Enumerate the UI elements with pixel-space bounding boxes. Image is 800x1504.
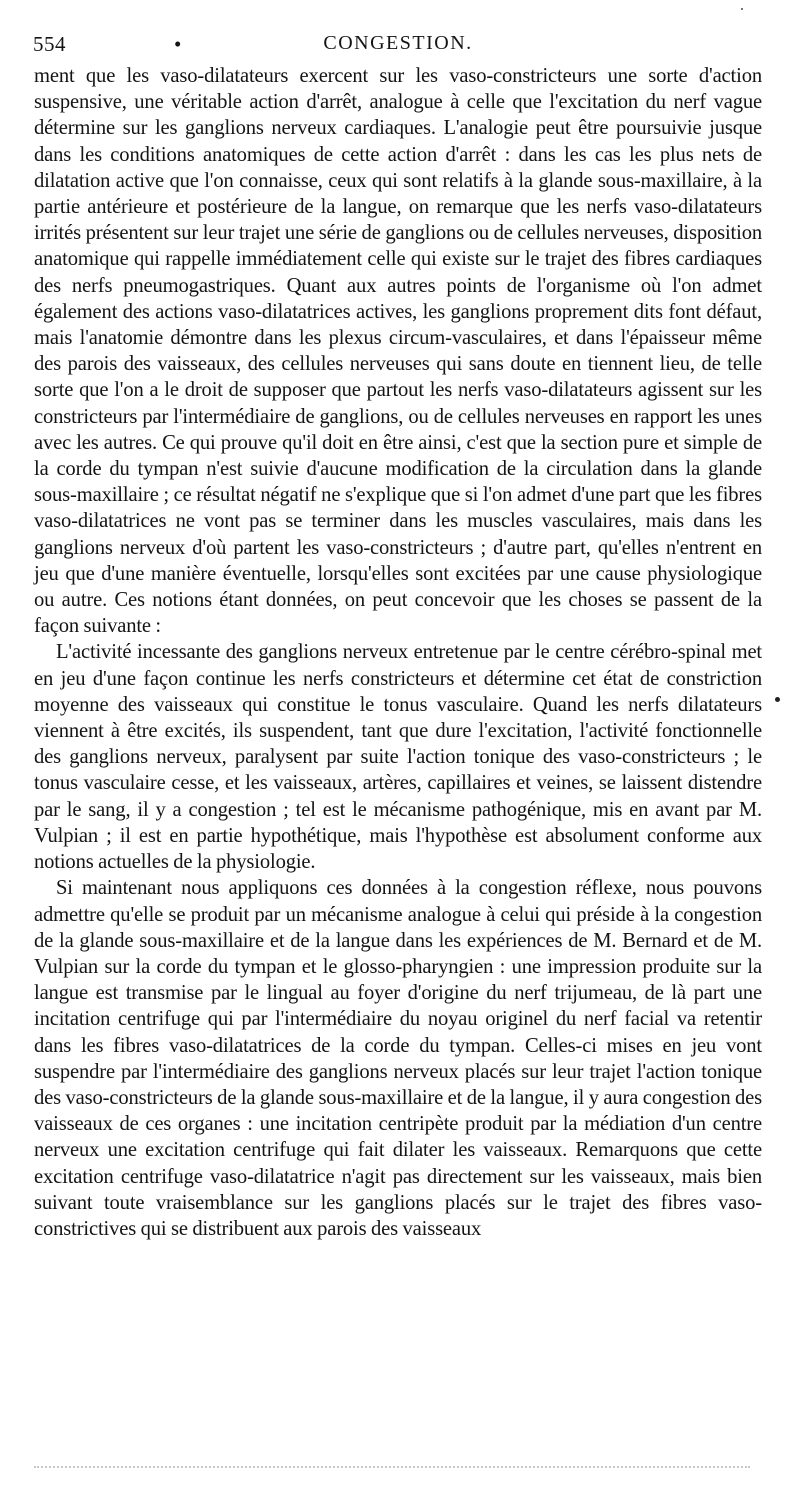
- paragraph: L'activité incessante des ganglions nerveux entretenue par le centre cérébro-spinal met en jeu d'une façon continue les nerfs constricteurs et détermine cet état de constriction moyenne des vaisseaux qui constitue le tonus vasculaire. Quand les nerfs dilatateurs viennent à être excités, ils suspendent, tant que dure l'excitation, l'activité fonctionnelle des ganglions nerveux, paralysent par suite l'action tonique des vaso-constricteurs ; le tonus vasculaire cesse, et les vaisseaux, artères, capillaires et veines, se laissent distendre par le sang, il y a congestion ; tel est le mécanisme pathogénique, mis en avant par M. Vulpian ; il est en partie hypothétique, mais l'hypothèse est absolument conforme aux notions actuelles de la physiologie.: [34, 641, 762, 874]
- margin-mark: [775, 697, 780, 702]
- body-text: [34, 63, 762, 1242]
- header-separator: •: [174, 32, 182, 56]
- running-header: [33, 32, 763, 56]
- scan-speck: [741, 8, 743, 10]
- paragraph: Si maintenant nous appliquons ces données à la congestion réflexe, nous pouvons admettre qu'elle se produit par un mécanisme analogue à celui qui préside à la congestion de la glande sous-maxillaire et de la langue dans les expériences de M. Bernard et de M. Vulpian sur la corde du tympan et le glosso-pharyngien : une impression produite sur la langue est transmise par le lingual au foyer d'origine du nerf trijumeau, de là part une incitation centrifuge qui par l'intermédiaire du noyau originel du nerf facial va retentir dans les fibres vaso-dilatatrices de la corde du tympan. Celles-ci mises en jeu vont suspendre par l'intermédiaire des ganglions nerveux placés sur leur trajet l'action tonique des vaso-constricteurs de la glande sous-maxillaire et de la langue, il y aura congestion des vaisseaux de ces organes : une incitation centripète produit par la médiation d'un centre nerveux une excitation centrifuge qui fait dilater les vaisseaux. Remarquons que cette excitation centrifuge vaso-dilatatrice n'agit pas directement sur les vaisseaux, mais bien suivant toute vraisemblance sur les ganglions placés sur le trajet des fibres vaso-constrictives qui se distribuent aux parois des vaisseaux: [34, 877, 762, 1240]
- running-title: CONGESTION.: [323, 32, 473, 54]
- paragraph-continuation: ment que les vaso-dilatateurs exercent sur les vaso-constricteurs une sorte d'action suspensive, une véritable action d'arrêt, analogue à celle que l'excitation du nerf vague détermine sur les ganglions nerveux cardiaques. L'analogie peut être poursuivie jusque dans les conditions anatomiques de cette action d'arrêt : dans les cas les plus nets de dilatation active que l'on connaisse, ceux qui sont relatifs à la glande sous-maxillaire, à la partie antérieure et postérieure de la langue, on remarque que les nerfs vaso-dilatateurs irrités présentent sur leur trajet une série de ganglions ou de cellules nerveuses, disposition anatomique qui rappelle immédiatement celle qui existe sur le trajet des fibres cardiaques des nerfs pneumogastriques. Quant aux autres points de l'organisme où l'on admet également des actions vaso-dilatatrices actives, les ganglions proprement dits font défaut, mais l'anatomie démontre dans les plexus circum-vasculaires, et dans l'épaisseur même des parois des vaisseaux, des cellules nerveuses qui sans doute en tiennent lieu, de telle sorte que l'on a le droit de supposer que partout les nerfs vaso-dilatateurs agissent sur les constricteurs par l'intermédiaire de ganglions, ou de cellules nerveuses en rapport les unes avec les autres. Ce qui prouve qu'il doit en être ainsi, c'est que la section pure et simple de la corde du tympan n'est suivie d'aucune modification de la circulation dans la glande sous-maxillaire ; ce résultat négatif ne s'explique que si l'on admet d'une part que les fibres vaso-dilatatrices ne vont pas se terminer dans les muscles vasculaires, mais dans les ganglions nerveux d'où partent les vaso-constricteurs ; d'autre part, qu'elles n'entrent en jeu que d'une manière éventuelle, lorsqu'elles sont excitées par une cause physiologique ou autre. Ces notions étant données, on peut concevoir que les choses se passent de la façon suivante :: [34, 65, 762, 638]
- page-number: 554: [33, 32, 66, 56]
- cut-off-bottom-line: [34, 1466, 750, 1468]
